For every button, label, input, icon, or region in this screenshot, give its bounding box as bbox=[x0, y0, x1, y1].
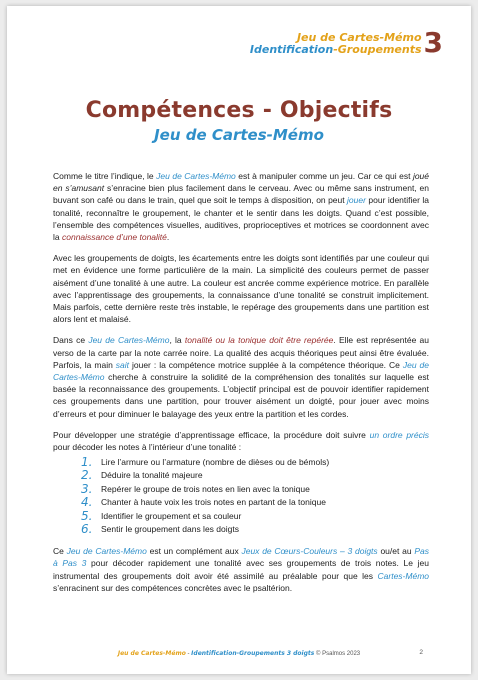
paragraph-5 bbox=[53, 545, 429, 594]
p5-g: pour décoder rapidement une tonalité avec ses groupements de trois notes. Le jeu instrumental des groupements doit avoir été assimilé au préalable pour que les bbox=[53, 558, 429, 581]
p3-e: . Elle est représentée au verso de la carte par la note carrée noire. La qualité des acquis théoriques peut ainsi être évaluée. Parfois, la main bbox=[53, 335, 430, 370]
p4-a: Pour développer une stratégie d’apprentissage efficace, la procédure doit suivre bbox=[53, 429, 370, 440]
footer-title: Jeu de Cartes-Mémo bbox=[117, 650, 186, 657]
p3-c: , la bbox=[169, 335, 185, 346]
p4-b: un ordre précis bbox=[369, 429, 430, 440]
header-number: 3 bbox=[423, 26, 443, 59]
footer-subtitle: Identification-Groupements 3 doigts bbox=[191, 650, 315, 657]
p1-d: joué en s’amusant bbox=[53, 171, 430, 194]
list-item bbox=[81, 509, 429, 523]
header-line2-a: Identification bbox=[249, 43, 334, 56]
step-number: 4. bbox=[81, 495, 93, 510]
p3-d: tonalité ou la tonique doit être repérée bbox=[184, 335, 334, 346]
p1-h: connaissance d’une tonalité bbox=[61, 232, 167, 243]
p1-a: Comme le titre l’indique, le bbox=[53, 171, 157, 181]
step-text: Lire l’armure ou l’armature (nombre de dièses ou de bémols) bbox=[101, 456, 330, 467]
step-text: Sentir le groupement dans les doigts bbox=[101, 524, 239, 535]
header bbox=[249, 26, 443, 59]
list-item bbox=[81, 523, 429, 537]
p5-e: ou/et au bbox=[377, 546, 415, 557]
step-text: Identifier le groupement et sa couleur bbox=[101, 510, 242, 521]
step-text: Repérer le groupe de trois notes en lien avec la tonique bbox=[101, 483, 310, 494]
p3-f: sait bbox=[115, 359, 130, 370]
p5-c: est un complément aux bbox=[146, 546, 242, 557]
p5-b: Jeu de Cartes-Mémo bbox=[66, 546, 147, 557]
step-number: 5. bbox=[81, 508, 93, 523]
p1-b: Jeu de Cartes-Mémo bbox=[156, 171, 236, 181]
page-subtitle: Jeu de Cartes-Mémo bbox=[154, 126, 324, 144]
p3-b: Jeu de Cartes-Mémo bbox=[88, 335, 170, 346]
p1-c: est à manipuler comme un jeu. Car ce qui est bbox=[235, 171, 413, 181]
p1-e: s’enracine bien plus facilement dans le cerveau. Avec ou même sans instrument, en buvant son café ou dans le train, quel que soit le temps à disposition, on peut bbox=[53, 183, 430, 206]
page-number: 2 bbox=[419, 649, 423, 656]
step-text: Déduire la tonalité majeure bbox=[101, 470, 203, 481]
paragraph-1 bbox=[53, 170, 429, 243]
list-item bbox=[81, 455, 429, 469]
p5-d: Jeux de Cœurs-Couleurs – 3 doigts bbox=[241, 546, 378, 557]
step-number: 2. bbox=[81, 468, 93, 483]
header-line2 bbox=[250, 44, 422, 55]
p5-h: Cartes-Mémo bbox=[377, 570, 429, 581]
step-text: Chanter à haute voix les trois notes en partant de la tonique bbox=[101, 497, 326, 508]
p1-f: jouer bbox=[347, 195, 366, 206]
p4-c: pour décoder les notes à l’intérieur d’une tonalité : bbox=[53, 442, 242, 453]
document-page bbox=[7, 6, 471, 674]
header-title bbox=[250, 32, 422, 55]
p3-g: jouer : la compétence motrice supplée à la compétence théorique. Ce bbox=[129, 359, 403, 370]
step-number: 1. bbox=[81, 454, 93, 469]
footer-separator: - bbox=[185, 651, 192, 657]
list-item bbox=[81, 469, 429, 483]
step-number: 6. bbox=[81, 522, 93, 537]
footer-copyright: © Psalmos 2023 bbox=[314, 651, 361, 657]
header-line2-b: -Groupements bbox=[333, 43, 422, 56]
p5-f: Pas à Pas 3 bbox=[53, 546, 429, 569]
paragraph-3 bbox=[53, 334, 429, 419]
page-title: Compétences - Objectifs bbox=[85, 98, 393, 123]
p1-g: pour identifier la tonalité, reconnaître le groupement, le chanter et le sentir dans les doigts. Quand c’est possible, l’ensemble des compétences visuelles, auditives, proprioceptives et motrices se coordonnent avec la bbox=[53, 195, 429, 243]
page-footer bbox=[7, 650, 471, 657]
p3-i: cherche à construire la solidité de la compréhension des tonalités sur laquelle est basée la reconnaissance des groupements. L’objectif principal est de pouvoir identifier rapidement ces groupements dans une partition, pour trouver aisément un doigté, pour jouer avec moins d’erreurs et pour diminuer le balayage des yeux entre la partition et les cordes. bbox=[53, 372, 429, 419]
list-item bbox=[81, 482, 429, 496]
header-line1: Jeu de Cartes-Mémo bbox=[296, 31, 422, 44]
body-text bbox=[53, 170, 429, 603]
p5-i: s’enracinent sur des compétences concrètes avec le psaltérion. bbox=[53, 582, 293, 593]
paragraph-2: Avec les groupements de doigts, les écartements entre les doigts sont identifiés par une couleur qui met en évidence une forme particulière de la main. La simplicité des couleurs permet de passer aisément d’une tonalité à une autre. La couleur est ancrée comme expérience motrice. En parallèle avec l’apprentissage des groupements, la connaissance d’une tonalité se construit implicitement. Mais parfois, cette dernière reste très instable, le repérage des groupements dans une partition est alors lent et malaisé. bbox=[53, 253, 429, 325]
p1-i: . bbox=[166, 232, 170, 243]
list-item bbox=[81, 496, 429, 510]
step-number: 3. bbox=[81, 481, 93, 496]
p3-a: Dans ce bbox=[53, 335, 89, 346]
p3-h: Jeu de Cartes-Mémo bbox=[53, 359, 429, 383]
procedure-steps bbox=[53, 455, 429, 536]
paragraph-4 bbox=[53, 429, 429, 453]
p5-a: Ce bbox=[53, 546, 67, 557]
